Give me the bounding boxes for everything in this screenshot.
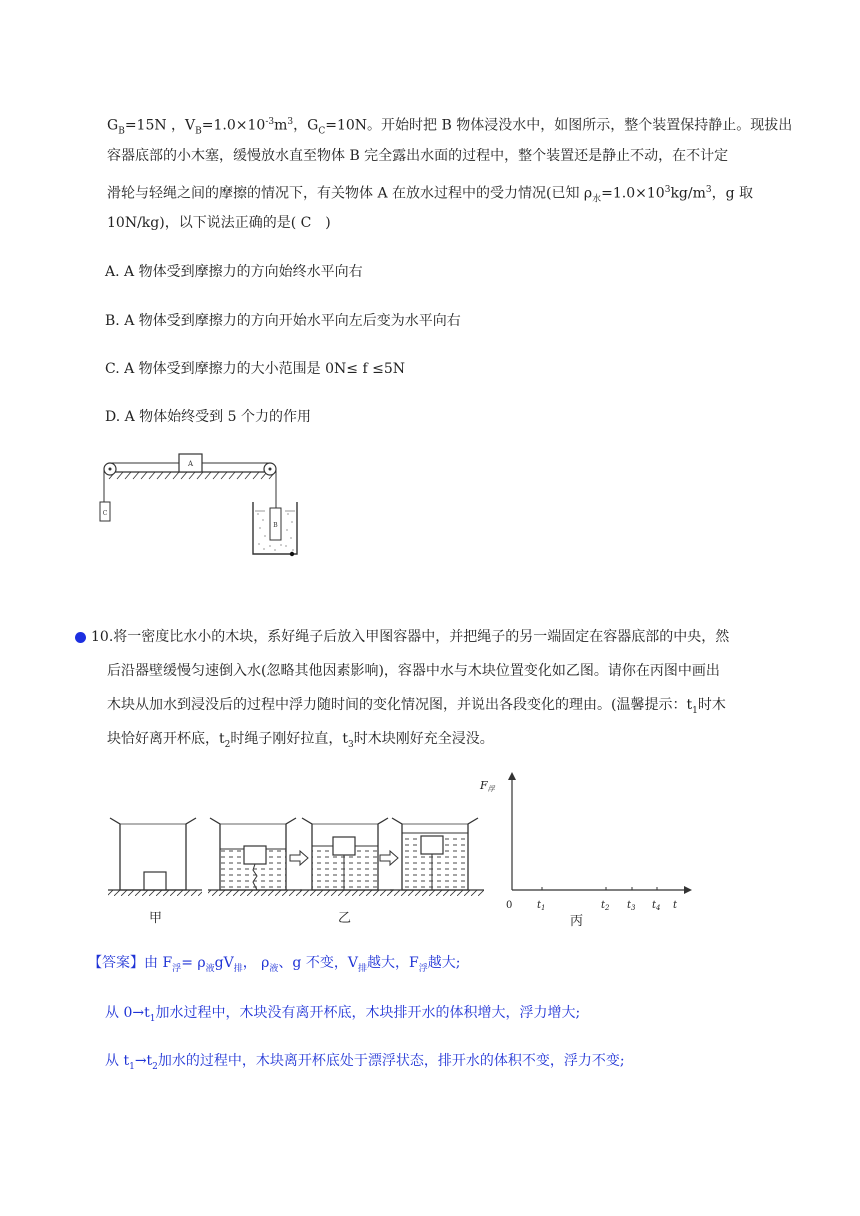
option-d: D. A 物体始终受到 5 个力的作用 xyxy=(105,409,311,425)
tick-t3: $t_3$ xyxy=(627,900,636,912)
tick-t1: $t_1$ xyxy=(537,900,546,912)
q9-line-2: 容器底部的小木塞，缓慢放水直至物体 B 完全露出水面的过程中，整个装置还是静止不动，在不计定 xyxy=(107,148,729,164)
q10-line-4: 块恰好离开杯底，$t_2$时绳子刚好拉直，$t_3$时木块刚好充全浸没。 xyxy=(107,731,494,750)
wood-block-yi-3 xyxy=(421,836,443,854)
answer-line-2: 从 $0\to t_1$加水过程中，木块没有离开杯底，木块排开水的体积增大，浮力增大; xyxy=(105,1005,581,1024)
answer-line-1: 【答案】由 $F_浮= \rho_液gV_排$， $\rho_液$、g 不变，$V_排$越大，$F_浮$越大; xyxy=(88,955,461,974)
wood-block-jia xyxy=(144,872,166,890)
beaker-yi-3 xyxy=(390,818,484,896)
wooden-plug xyxy=(290,552,294,556)
graph-bing xyxy=(479,772,692,912)
label-jia: 甲 xyxy=(149,911,163,926)
x-axis-label: t xyxy=(673,900,678,911)
beaker-jia xyxy=(108,818,202,896)
q9-line-4: 10N/kg)，以下说法正确的是( C ) xyxy=(107,215,331,231)
tick-t4: $t_4$ xyxy=(652,900,661,912)
block-b-label: B xyxy=(273,522,278,529)
y-axis-label: F浮 xyxy=(480,779,495,793)
option-b: B. A 物体受到摩擦力的方向开始水平向左后变为水平向右 xyxy=(105,313,461,329)
tick-t2: $t_2$ xyxy=(601,900,610,912)
beakers-figure xyxy=(100,770,700,935)
option-a: A. A 物体受到摩擦力的方向始终水平向右 xyxy=(105,264,363,280)
q9-line-3: 滑轮与轻绳之间的摩擦的情况下，有关物体 A 在放水过程中的受力情况(已知 $\rho_水=1.0\times 10^3kg/m^3$，g 取 xyxy=(107,185,754,205)
answer-line-3: 从 $t_1\to t_2$加水的过程中，木块离开杯底处于漂浮状态，排开水的体积不变，浮力不变; xyxy=(105,1053,625,1072)
label-bing: 丙 xyxy=(570,914,584,929)
block-a-label: A xyxy=(187,460,194,468)
pulley-figure xyxy=(95,450,310,560)
beaker-yi-1 xyxy=(208,818,302,896)
option-c: C. A 物体受到摩擦力的大小范围是 0N≤ f ≤5N xyxy=(105,361,405,377)
question-bullet xyxy=(75,632,86,643)
wood-block-yi-2 xyxy=(333,837,355,855)
q10-line-1: 10.将一密度比水小的木块，系好绳子后放入甲图容器中，并把绳子的另一端固定在容器底部的中央，然 xyxy=(91,629,730,645)
arrow-2 xyxy=(380,851,398,865)
q9-line-1: $G_B=15N$ ，$V_B=1.0\times 10^{-3}m^3$，$G_C=10N$。开始时把 B 物体浸没水中，如图所示，整个装置保持静止。现拔出 xyxy=(107,117,793,137)
q10-line-2: 后沿器壁缓慢匀速倒入水(忽略其他因素影响)，容器中水与木块位置变化如乙图。请你在丙图中画出 xyxy=(107,663,720,679)
q10-line-3: 木块从加水到浸没后的过程中浮力随时间的变化情况图，并说出各段变化的理由。(温馨提示：$t_1$时木 xyxy=(107,697,726,716)
label-yi: 乙 xyxy=(338,911,352,926)
weight-c-label: C xyxy=(102,510,108,517)
answer-label: 【答案】 xyxy=(88,955,144,971)
wood-block-yi-1 xyxy=(244,846,266,864)
arrow-1 xyxy=(290,851,308,865)
origin-label: 0 xyxy=(506,900,513,911)
